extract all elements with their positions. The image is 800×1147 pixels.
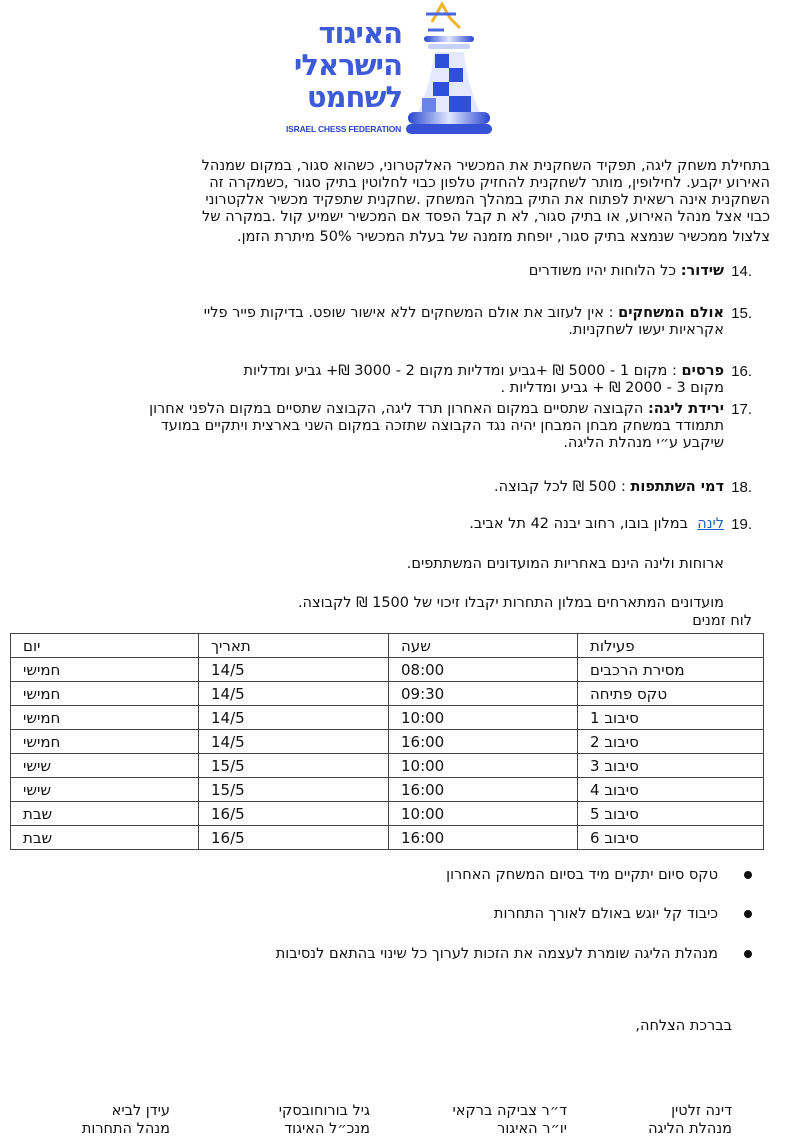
cell-day: חמישי <box>11 658 199 682</box>
signature-role: יו״ר האיגור <box>497 1121 567 1137</box>
rule-text: : 500 ₪ לכל קבוצה. <box>494 479 626 495</box>
schedule-table <box>10 633 764 850</box>
cell-activity: מסירת הרכבים <box>578 658 764 682</box>
rule-title: אולם המשחקים <box>618 305 724 321</box>
cell-time: 16:00 <box>389 826 578 850</box>
bullet-item <box>446 867 752 883</box>
signature-block <box>453 1102 567 1138</box>
federation-logo <box>284 0 494 142</box>
rule-title: דמי השתתפות <box>630 479 724 495</box>
header-time: שעה <box>389 634 578 658</box>
bullet-icon <box>744 910 752 918</box>
cell-time: 08:00 <box>389 658 578 682</box>
header-day: יום <box>11 634 199 658</box>
lodging-link[interactable]: לינה <box>697 516 724 532</box>
cell-time: 10:00 <box>389 802 578 826</box>
intro-line: צלצול ממכשיר שנמצא בתיק סגור, יופחת מזמנה של בעלת המכשיר 50% מיתרת הזמן. <box>237 229 770 245</box>
cell-date: 16/5 <box>199 826 389 850</box>
intro-line: האירוע יקבע. לחילופין, מותר לשחקנית להחזיק טלפון כבוי לחלוטין בתיק סגור ,כשמקרה זה <box>209 175 770 191</box>
signature-role: מנהלת הליגה <box>648 1121 732 1137</box>
rule-title: פרסים <box>681 363 724 379</box>
cell-activity: טקס פתיחה <box>578 682 764 706</box>
logo-subtitle: ISRAEL CHESS FEDERATION <box>286 124 402 134</box>
rule-text: : מקום 1 - 5000 ₪ +גביע ומדליות מקום 2 - 3000 ₪+ גביע ומדליות <box>243 363 677 379</box>
rule-text: במלון בובו, רחוב יבנה 42 תל אביב. <box>469 516 698 532</box>
logo-line-1: האיגוד <box>318 16 402 50</box>
intro-line: כבוי אצל מנהל האירוע, או בתיק סגור, לא ת קבל הפסד אם המכשיר ישמיע קול .במקרה של <box>201 209 770 225</box>
cell-day: שבת <box>11 826 199 850</box>
rule-number: 15. <box>731 305 752 322</box>
rule-text: : אין לעזוב את אולם המשחקים ללא אישור שופט. בדיקות פייר פליי <box>203 305 614 321</box>
table-row <box>11 730 764 754</box>
note-meals: ארוחות ולינה הינם באחריות המועדונים המשתתפים. <box>406 556 724 572</box>
cell-date: 16/5 <box>199 802 389 826</box>
cell-day: חמישי <box>11 706 199 730</box>
cell-day: שישי <box>11 754 199 778</box>
intro-line: השחקנית אינה רשאית לפתוח את התיק במהלך המשחק .שחקנית שתפקיד מכשיר אלקטרוני <box>205 192 770 208</box>
rule-title: ירידת ליגה: <box>647 401 724 417</box>
rule-number: 17. <box>731 401 752 418</box>
header-date: תאריך <box>199 634 389 658</box>
table-row <box>11 682 764 706</box>
intro-paragraph <box>202 158 770 246</box>
bullet-icon <box>744 871 752 879</box>
rule-number: 14. <box>731 263 752 280</box>
signature-block <box>279 1102 370 1138</box>
cell-date: 14/5 <box>199 658 389 682</box>
cell-date: 14/5 <box>199 730 389 754</box>
cell-activity: סיבוב 4 <box>578 778 764 802</box>
cell-activity: סיבוב 6 <box>578 826 764 850</box>
chess-king-icon <box>404 0 494 142</box>
cell-activity: סיבוב 5 <box>578 802 764 826</box>
signature-name: דינה זלטין <box>671 1103 732 1119</box>
note-hotel-credit: מועדונים המתארחים במלון התחרות יקבלו זיכוי של 1500 ₪ לקבוצה. <box>297 595 724 611</box>
cell-time: 09:30 <box>389 682 578 706</box>
table-row <box>11 706 764 730</box>
cell-day: שישי <box>11 778 199 802</box>
cell-activity: סיבוב 3 <box>578 754 764 778</box>
table-row <box>11 754 764 778</box>
signature-name: עידן לביא <box>111 1103 170 1119</box>
table-row <box>11 826 764 850</box>
rule-title: שידור: <box>680 263 724 279</box>
closing-greeting: בברכת הצלחה, <box>635 1018 732 1034</box>
bullet-item <box>494 906 752 922</box>
cell-activity: סיבוב 1 <box>578 706 764 730</box>
cell-day: חמישי <box>11 682 199 706</box>
cell-day: חמישי <box>11 730 199 754</box>
rule-number: 18. <box>731 479 752 496</box>
cell-time: 16:00 <box>389 730 578 754</box>
rule-number: 16. <box>731 363 752 380</box>
bullet-item <box>276 946 752 962</box>
rule-text: הקבוצה שתסיים במקום האחרון תרד ליגה, הקבוצה שתסיים במקום הלפני אחרון <box>149 401 644 417</box>
table-header-row <box>11 634 764 658</box>
rule-text: תתמודד במשחק מבחן המבחן יהיה נגד הקבוצה שתזכה במקום השני בארצית ויתקיים במועד <box>160 418 724 434</box>
header-activity: פעילות <box>578 634 764 658</box>
cell-date: 14/5 <box>199 706 389 730</box>
cell-time: 10:00 <box>389 754 578 778</box>
cell-date: 15/5 <box>199 754 389 778</box>
signature-name: ד״ר צביקה ברקאי <box>452 1103 567 1119</box>
bullet-text: כיבוד קל יוגש באולם לאורך התחרות <box>493 906 718 922</box>
cell-day: שבת <box>11 802 199 826</box>
rule-text: שיקבע ע״י מנהלת הליגה. <box>563 435 724 451</box>
cell-date: 14/5 <box>199 682 389 706</box>
signature-role: מנהל התחרות <box>81 1121 170 1137</box>
table-row <box>11 802 764 826</box>
intro-line: בתחילת משחק ליגה, תפקיד השחקנית את המכשיר האלקטרוני, כשהוא סגור, במקום שמנהל <box>201 158 770 174</box>
bullet-text: מנהלת הליגה שומרת לעצמה את הזכות לערוך כל שינוי בהתאם לנסיבות <box>275 946 718 962</box>
rule-text: אקראיות יעשו לשחקניות. <box>568 322 724 338</box>
table-row <box>11 778 764 802</box>
cell-date: 15/5 <box>199 778 389 802</box>
cell-activity: סיבוב 2 <box>578 730 764 754</box>
rule-number: 19. <box>731 516 752 533</box>
signature-block <box>648 1102 732 1138</box>
table-row <box>11 658 764 682</box>
cell-time: 10:00 <box>389 706 578 730</box>
cell-time: 16:00 <box>389 778 578 802</box>
bullet-text: טקס סיום יתקיים מיד בסיום המשחק האחרון <box>446 867 718 883</box>
signature-role: מנכ״ל האיגוד <box>284 1121 370 1137</box>
signature-block <box>82 1102 170 1138</box>
schedule-title: לוח זמנים <box>692 613 752 629</box>
logo-line-2: הישראלי <box>293 48 402 82</box>
signature-name: גיל בורוחובסקי <box>278 1103 370 1119</box>
rule-text: כל הלוחות יהיו משודרים <box>528 263 677 279</box>
rule-text: מקום 3 - 2000 ₪ + גביע ומדליות . <box>500 380 724 396</box>
bullet-icon <box>744 950 752 958</box>
logo-line-3: לשחמט <box>306 80 402 114</box>
